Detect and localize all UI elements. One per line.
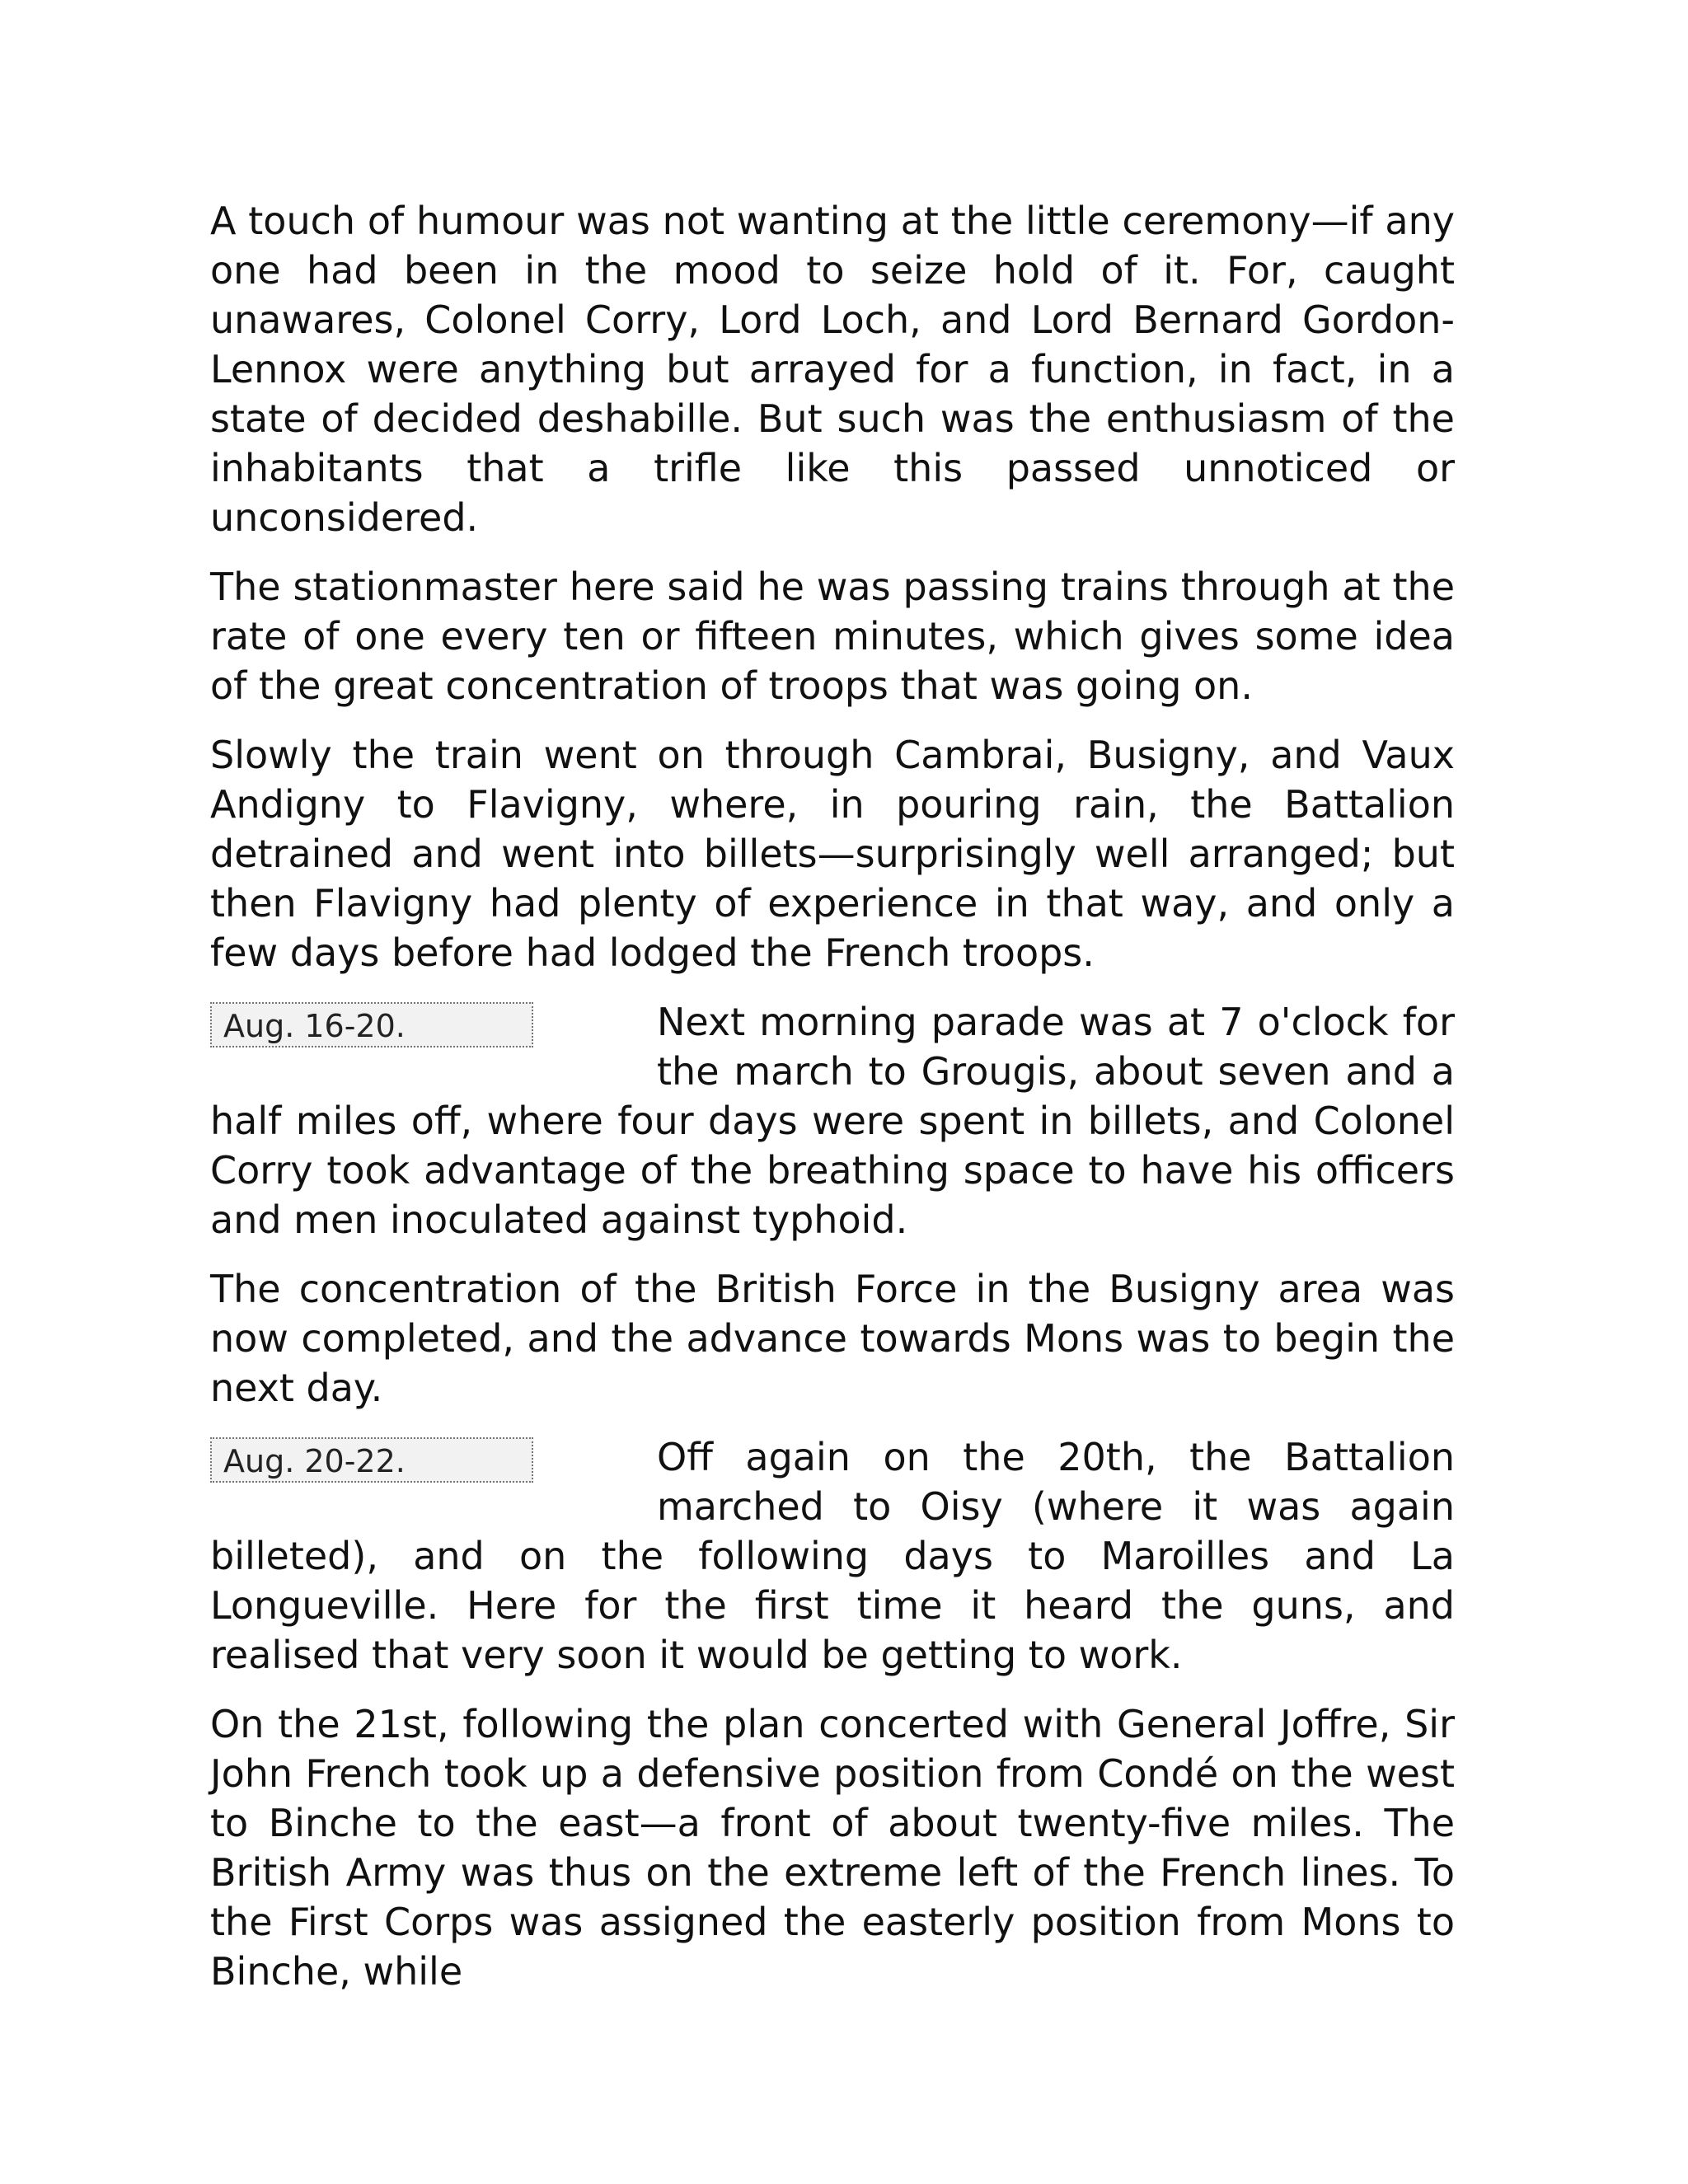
- paragraph-concentration: The concentration of the British Force in the Busigny area was now completed, and the advance towards Mons was to begin the next day.: [210, 1267, 1455, 1410]
- paragraph-flavigny: Slowly the train went on through Cambrai, Busigny, and Vaux Andigny to Flavigny, where, in pouring rain, the Battalion detrained and went into billets—surprisingly well arranged; but then Flavigny had plenty of experience in that way, and only a few days before had lodged the French troops.: [210, 733, 1455, 975]
- paragraph-grougis: Next morning parade was at 7 o'clock for the march to Grougis, about seven and a half miles off, where four days were spent in billets, and Colonel Corry took advantage of the breathing space to have his officers and men inoculated against typhoid.: [210, 1000, 1455, 1242]
- paragraph-ceremony: A touch of humour was not wanting at the little ceremony—if any one had been in the mood to seize hold of it. For, caught unawares, Colonel Corry, Lord Loch, and Lord Bernard Gordon-Lennox were anything but arrayed for a function, in fact, in a state of decided deshabille. But such was the enthusiasm of the inhabitants that a trifle like this passed unnoticed or unconsidered.: [210, 199, 1455, 540]
- paragraph-oisy: Off again on the 20th, the Battalion marched to Oisy (where it was again billeted), and on the following days to Maroilles and La Longueville. Here for the first time it heard the guns, and realised that very soon it would be getting to work.: [210, 1435, 1455, 1677]
- paragraph-defensive-position: On the 21st, following the plan concerted with General Joffre, Sir John French took up a defensive position from Condé on the west to Binche to the east—a front of about twenty-five miles. The British Army was thus on the extreme left of the French lines. To the First Corps was assigned the easterly position from Mons to Binche, while: [210, 1702, 1455, 1994]
- sidenote-date: Aug. 16-20.: [210, 1002, 533, 1047]
- page-body: [210, 196, 1455, 2016]
- paragraph-stationmaster: The stationmaster here said he was passing trains through at the rate of one every ten or fifteen minutes, which gives some idea of the great concentration of troops that was going on.: [210, 565, 1455, 708]
- sidenote-date: Aug. 20-22.: [210, 1437, 533, 1483]
- paragraph-oisy-block: [210, 1432, 1455, 1680]
- paragraph-grougis-block: [210, 997, 1455, 1244]
